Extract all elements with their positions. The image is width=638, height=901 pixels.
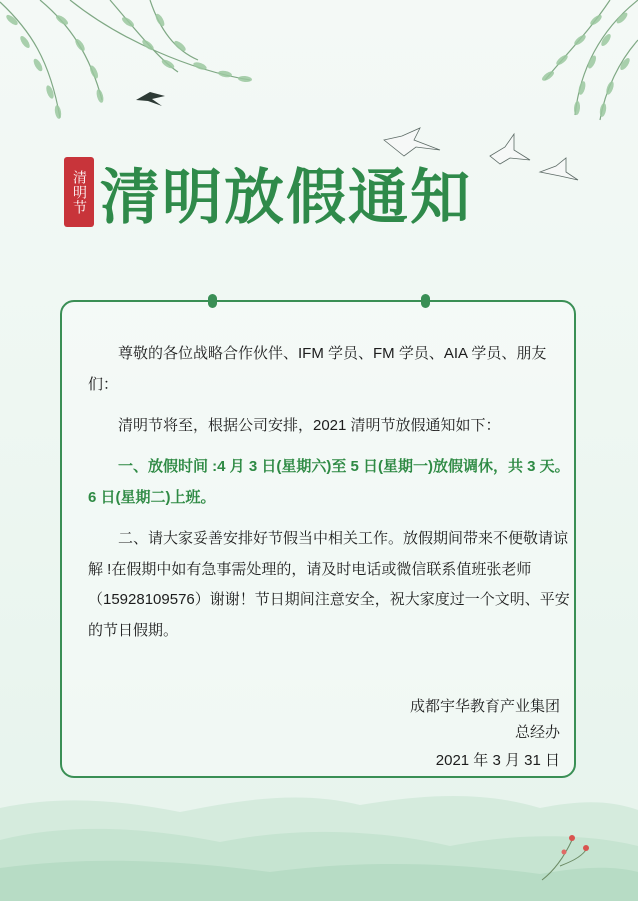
arrangement-paragraph: 二、请大家妥善安排好节假当中相关工作。放假期间带来不便敬请谅解 !在假期中如有急事需处理的，请及时电话或微信联系值班张老师（15928109576）谢谢！节日期间注意安全，祝大家度过一个文明、平安的节日假期。 bbox=[88, 530, 570, 639]
department-name: 总经办 bbox=[514, 724, 560, 741]
intro-paragraph: 清明节将至，根据公司安排，2021 清明节放假通知如下： bbox=[118, 417, 501, 434]
mountains-icon bbox=[0, 796, 638, 901]
swallow-icon bbox=[136, 92, 165, 106]
greeting-paragraph: 尊敬的各位战略合作伙伴、IFM 学员、FM 学员、AIA 学员、朋友们： bbox=[88, 345, 547, 393]
notice-date: 2021 年 3 月 31 日 bbox=[435, 752, 560, 769]
company-name: 成都宇华教育产业集团 bbox=[409, 698, 560, 715]
qingming-seal: 清明节 bbox=[64, 157, 94, 227]
holiday-time-paragraph: 一、放假时间 :4 月 3 日(星期六)至 5 日(星期一)放假调休，共 3 天。6 日(星期二)上班。 bbox=[88, 458, 570, 506]
page-title: 清明放假通知 bbox=[100, 163, 472, 233]
frame-ornament-right bbox=[421, 294, 430, 308]
frame-ornament-left bbox=[208, 294, 217, 308]
